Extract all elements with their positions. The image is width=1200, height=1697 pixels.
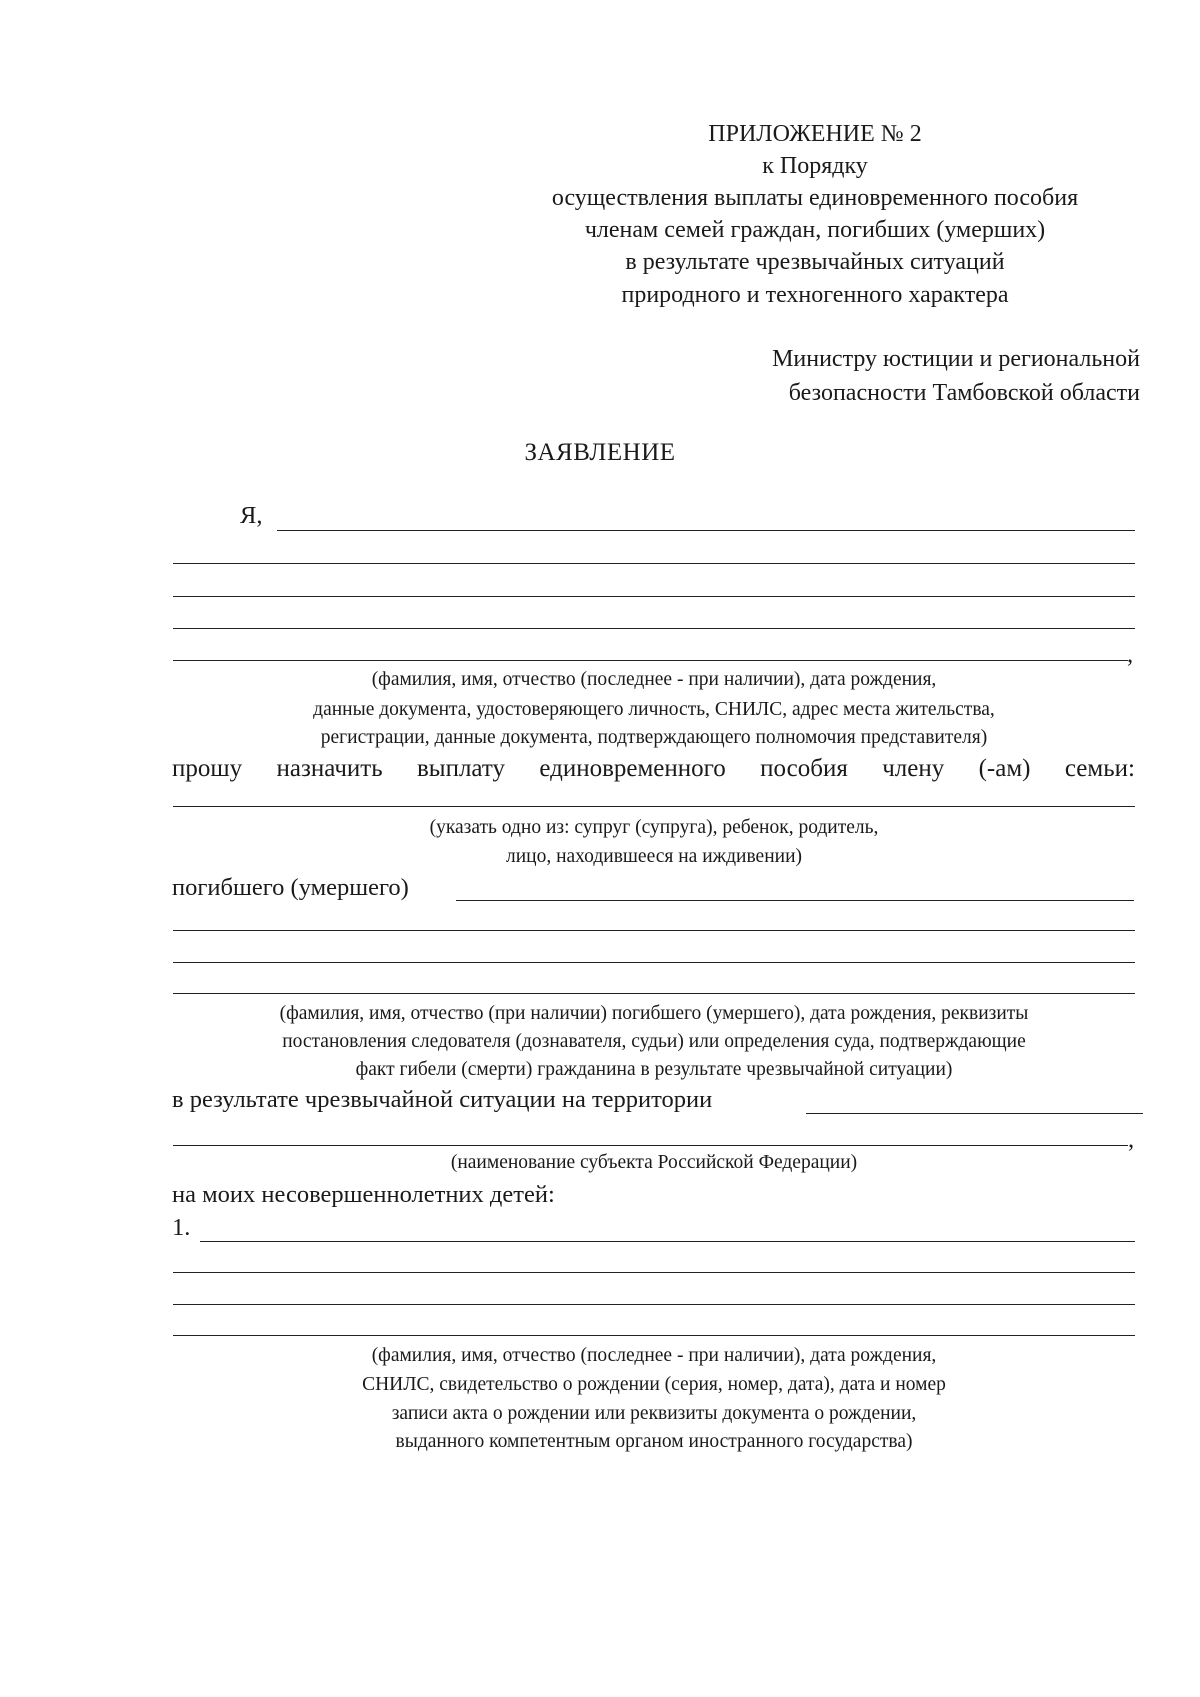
- request-sentence: [172, 756, 1135, 781]
- territory-comma: ,: [1128, 1126, 1135, 1153]
- appendix-line: осуществления выплаты единовременного пособия: [551, 185, 1079, 211]
- request-word: семьи:: [1064, 755, 1135, 782]
- deceased-details-field[interactable]: [173, 930, 1135, 931]
- deceased-label: погибшего (умершего): [172, 874, 409, 901]
- applicant-label: Я,: [240, 502, 263, 529]
- appendix-line: членам семей граждан, погибших (умерших): [584, 217, 1046, 243]
- children-hint-line: записи акта о рождении или реквизиты документа о рождении,: [391, 1403, 917, 1424]
- request-word: единовременного: [539, 755, 726, 782]
- family-member-hint-line: лицо, находившееся на иждивении): [505, 846, 803, 867]
- request-word: выплату: [416, 755, 505, 782]
- request-word: пособия: [760, 755, 848, 782]
- child-name-field[interactable]: [200, 1241, 1135, 1242]
- child-details-field[interactable]: [173, 1272, 1135, 1273]
- family-member-hint-line: (указать одно из: супруг (супруга), ребенок, родитель,: [429, 817, 879, 838]
- applicant-name-field[interactable]: [277, 530, 1135, 531]
- children-hint-line: СНИЛС, свидетельство о рождении (серия, номер, дата), дата и номер: [362, 1374, 946, 1395]
- deceased-details-field[interactable]: [173, 962, 1135, 963]
- child-item-number: 1.: [172, 1214, 191, 1241]
- addressee-line: безопасности Тамбовской области: [788, 380, 1140, 406]
- addressee-line: Министру юстиции и региональной: [772, 346, 1140, 372]
- territory-field-continued[interactable]: [173, 1145, 1128, 1146]
- children-label: на моих несовершеннолетних детей:: [172, 1181, 555, 1208]
- request-word: члену: [882, 755, 945, 782]
- children-hint-line: (фамилия, имя, отчество (последнее - при наличии), дата рождения,: [371, 1345, 937, 1366]
- applicant-details-field[interactable]: [173, 628, 1135, 629]
- appendix-line: в результате чрезвычайных ситуаций: [625, 249, 1005, 275]
- child-details-field[interactable]: [173, 1304, 1135, 1305]
- deceased-hint-line: постановления следователя (дознавателя, судьи) или определения суда, подтверждающие: [282, 1031, 1026, 1052]
- document-title: ЗАЯВЛЕНИЕ: [524, 439, 676, 466]
- child-details-field[interactable]: [173, 1335, 1135, 1336]
- applicant-hint-line: данные документа, удостоверяющего личность, СНИЛС, адрес места жительства,: [313, 699, 995, 720]
- appendix-line: природного и техногенного характера: [621, 282, 1009, 308]
- deceased-hint-line: (фамилия, имя, отчество (при наличии) погибшего (умершего), дата рождения, реквизиты: [279, 1003, 1029, 1024]
- applicant-details-field[interactable]: [173, 660, 1128, 661]
- territory-field[interactable]: [806, 1113, 1143, 1114]
- deceased-name-field[interactable]: [456, 900, 1134, 901]
- children-hint-line: выданного компетентным органом иностранного государства): [395, 1431, 913, 1452]
- applicant-comma: ,: [1127, 641, 1134, 668]
- applicant-hint-line: регистрации, данные документа, подтверждающего полномочия представителя): [320, 727, 988, 748]
- appendix-title: ПРИЛОЖЕНИЕ № 2: [708, 121, 922, 147]
- deceased-hint-line: факт гибели (смерти) гражданина в результате чрезвычайной ситуации): [355, 1059, 953, 1080]
- deceased-details-field[interactable]: [173, 993, 1135, 994]
- appendix-line: к Порядку: [762, 153, 868, 179]
- family-member-field[interactable]: [173, 806, 1135, 807]
- applicant-hint-line: (фамилия, имя, отчество (последнее - при наличии), дата рождения,: [371, 669, 937, 690]
- request-word: (-ам): [978, 755, 1031, 782]
- request-word: прошу: [172, 755, 243, 782]
- applicant-details-field[interactable]: [173, 596, 1135, 597]
- applicant-details-field[interactable]: [173, 563, 1135, 564]
- request-word: назначить: [276, 755, 383, 782]
- territory-label: в результате чрезвычайной ситуации на территории: [172, 1086, 713, 1113]
- territory-hint: (наименование субъекта Российской Федерации): [450, 1152, 858, 1173]
